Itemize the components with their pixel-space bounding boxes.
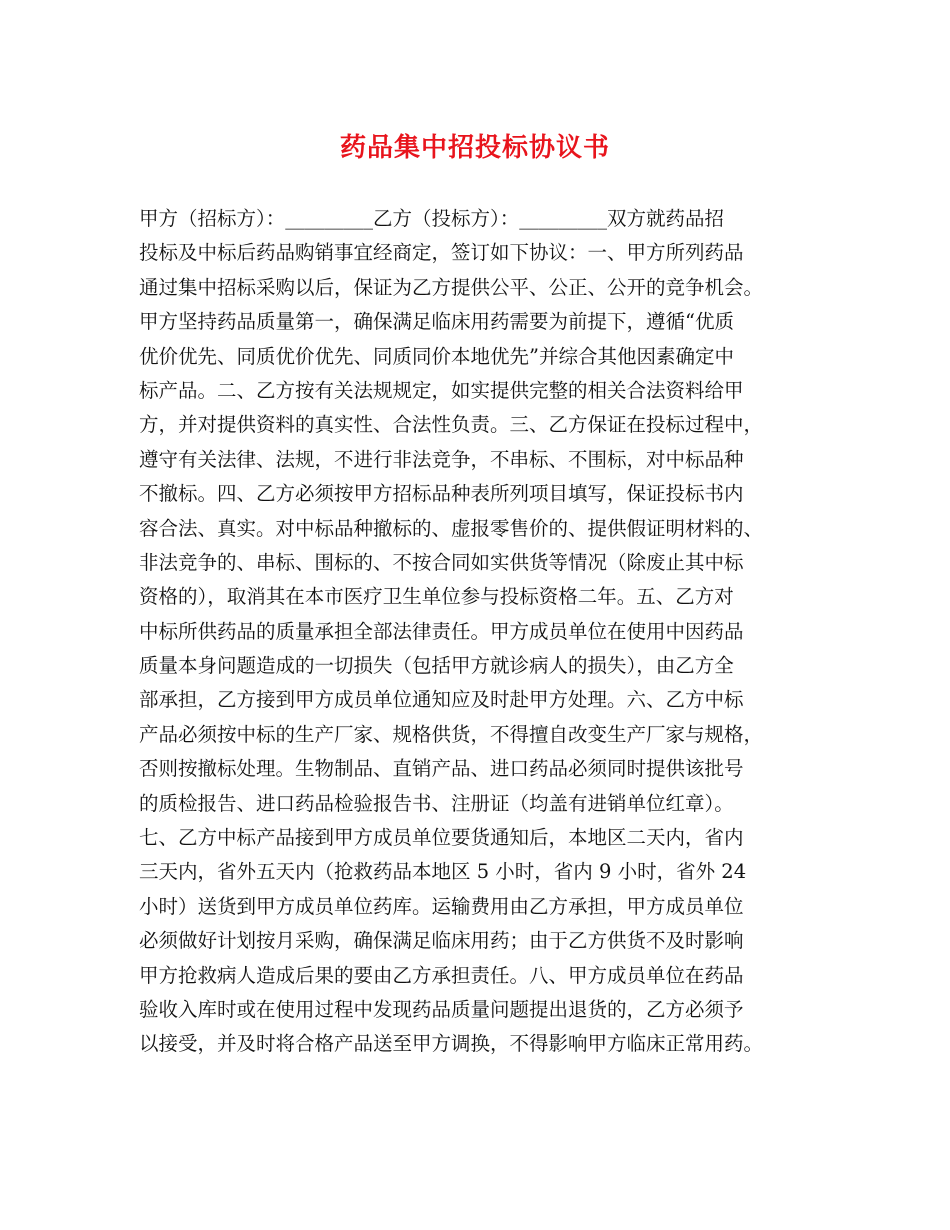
- body-line: 部承担，乙方接到甲方成员单位通知应及时赴甲方处理。六、乙方中标: [139, 688, 744, 712]
- body-line: 的质检报告、进口药品检验报告书、注册证（均盖有进销单位红章）。: [139, 791, 734, 815]
- body-line: 以接受，并及时将合格产品送至甲方调换，不得影响甲方临床正常用药。: [139, 1032, 764, 1056]
- body-line: 质量本身问题造成的一切损失（包括甲方就诊病人的损失），由乙方全: [139, 654, 734, 678]
- body-line: 七、乙方中标产品接到甲方成员单位要货通知后，本地区二天内，省内: [139, 826, 744, 850]
- body-line: 资格的），取消其在本市医疗卫生单位参与投标资格二年。五、乙方对: [139, 585, 734, 609]
- body-line: 优价优先、同质优价优先、同质同价本地优先”并综合其他因素确定中: [139, 344, 734, 368]
- body-line: 遵守有关法律、法规，不进行非法竞争，不串标、不围标，对中标品种: [139, 447, 744, 471]
- body-line: 甲方（招标方）：_________乙方（投标方）：_________双方就药品招: [139, 207, 725, 230]
- document-body: [139, 202, 839, 1062]
- body-line: 容合法、真实。对中标品种撤标的、虚报零售价的、提供假证明材料的、: [139, 516, 764, 540]
- body-line: 验收入库时或在使用过程中发现药品质量问题提出退货的，乙方必须予: [139, 997, 744, 1021]
- body-line: 中标所供药品的质量承担全部法律责任。甲方成员单位在使用中因药品: [139, 619, 744, 643]
- body-line: 不撤标。四、乙方必须按甲方招标品种表所列项目填写，保证投标书内: [139, 482, 744, 506]
- body-line: 产品必须按中标的生产厂家、规格供货，不得擅自改变生产厂家与规格，: [139, 722, 764, 746]
- body-line: 否则按撤标处理。生物制品、直销产品、进口药品必须同时提供该批号: [139, 757, 744, 781]
- body-line: 必须做好计划按月采购，确保满足临床用药；由于乙方供货不及时影响: [139, 929, 744, 953]
- body-line: 三天内，省外五天内（抢救药品本地区 5 小时，省内 9 小时，省外 24: [139, 860, 747, 884]
- body-line: 通过集中招标采购以后，保证为乙方提供公平、公正、公开的竞争机会。: [139, 275, 764, 299]
- body-line: 小时）送货到甲方成员单位药库。运输费用由乙方承担，甲方成员单位: [139, 894, 744, 918]
- body-line: 甲方坚持药品质量第一，确保满足临床用药需要为前提下，遵循“优质: [139, 310, 734, 334]
- body-line: 甲方抢救病人造成后果的要由乙方承担责任。八、甲方成员单位在药品: [139, 963, 744, 987]
- body-line: 标产品。二、乙方按有关法规规定，如实提供完整的相关合法资料给甲: [139, 378, 744, 402]
- body-line: 投标及中标后药品购销事宜经商定，签订如下协议：一、甲方所列药品: [139, 241, 744, 265]
- document-title: 药品集中招投标协议书: [339, 133, 610, 163]
- body-line: 方，并对提供资料的真实性、合法性负责。三、乙方保证在投标过程中，: [139, 413, 764, 437]
- body-line: 非法竞争的、串标、围标的、不按合同如实供货等情况（除废止其中标: [139, 550, 744, 574]
